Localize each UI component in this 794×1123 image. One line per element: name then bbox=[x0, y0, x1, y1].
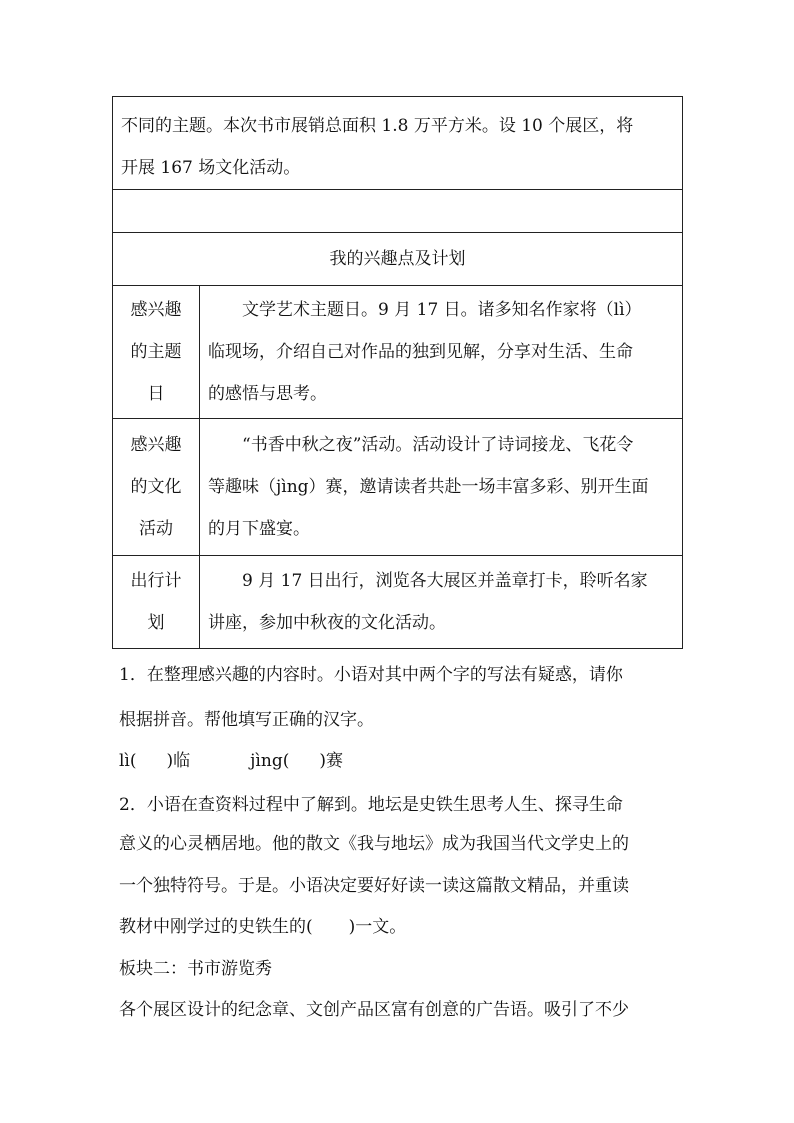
section2-title: 板块二：书市游览秀 bbox=[119, 959, 272, 979]
blank1-pinyin: lì( bbox=[119, 751, 137, 771]
label-line: 的主题 bbox=[130, 342, 182, 362]
label-line: 划 bbox=[147, 613, 165, 633]
content-line: 文学艺术主题日。9 月 17 日。诸多知名作家将（lì） bbox=[242, 300, 642, 320]
interest-plan-table bbox=[112, 96, 683, 649]
intro-line-1: 不同的主题。本次书市展销总面积 1.8 万平方米。设 10 个展区，将 bbox=[121, 116, 634, 136]
blank1-close: )临 bbox=[166, 751, 191, 771]
content-line: 讲座，参加中秋夜的文化活动。 bbox=[208, 613, 446, 633]
row-label bbox=[113, 556, 200, 649]
blank2-pinyin: jìng( bbox=[250, 751, 290, 771]
intro-cell bbox=[113, 97, 683, 190]
row-content bbox=[200, 419, 683, 556]
question1-line-1: 1．在整理感兴趣的内容时。小语对其中两个字的写法有疑惑，请你 bbox=[119, 665, 623, 685]
row-content bbox=[200, 286, 683, 419]
row-content bbox=[200, 556, 683, 649]
table-row bbox=[113, 286, 683, 419]
content-line: 等趣味（jìng）赛，邀请读者共赴一场丰富多彩、别开生面 bbox=[208, 477, 649, 497]
label-line: 感兴趣 bbox=[130, 300, 182, 320]
question2-line-4 bbox=[119, 912, 689, 937]
table-row bbox=[113, 419, 683, 556]
intro-line-2: 开展 167 场文化活动。 bbox=[121, 158, 301, 178]
label-line: 的文化 bbox=[130, 477, 182, 497]
question2-line-1: 2．小语在查资料过程中了解到。地坛是史铁生思考人生、探寻生命 bbox=[119, 795, 623, 815]
content-line: 的月下盛宴。 bbox=[208, 519, 310, 539]
blank-row bbox=[113, 190, 683, 233]
question2-line-2: 意义的心灵栖居地。他的散文《我与地坛》成为我国当代文学史上的 bbox=[119, 834, 629, 854]
table-row bbox=[113, 556, 683, 649]
question2-line-4-after: )一文。 bbox=[348, 917, 407, 937]
section2-line-1: 各个展区设计的纪念章、文创产品区富有创意的广告语。吸引了不少 bbox=[119, 1000, 629, 1020]
question2-line-3: 一个独特符号。于是。小语决定要好好读一读这篇散文精品，并重读 bbox=[119, 876, 629, 896]
label-line: 日 bbox=[147, 384, 165, 404]
question1-blanks bbox=[119, 746, 689, 771]
question1-line-2: 根据拼音。帮他填写正确的汉字。 bbox=[119, 710, 374, 730]
row-label bbox=[113, 286, 200, 419]
row-label bbox=[113, 419, 200, 556]
content-line: “书香中秋之夜”活动。活动设计了诗词接龙、飞花令 bbox=[242, 435, 634, 455]
label-line: 出行计 bbox=[130, 571, 182, 591]
content-line: 9 月 17 日出行，浏览各大展区并盖章打卡，聆听名家 bbox=[242, 571, 648, 591]
label-line: 活动 bbox=[139, 519, 173, 539]
question2-line-4-before: 教材中刚学过的史铁生的( bbox=[119, 917, 313, 937]
blank2-close: )赛 bbox=[319, 751, 343, 771]
table-heading: 我的兴趣点及计划 bbox=[113, 233, 683, 286]
label-line: 感兴趣 bbox=[130, 435, 182, 455]
content-line: 的感悟与思考。 bbox=[208, 384, 327, 404]
content-line: 临现场，介绍自己对作品的独到见解，分享对生活、生命 bbox=[208, 342, 633, 362]
